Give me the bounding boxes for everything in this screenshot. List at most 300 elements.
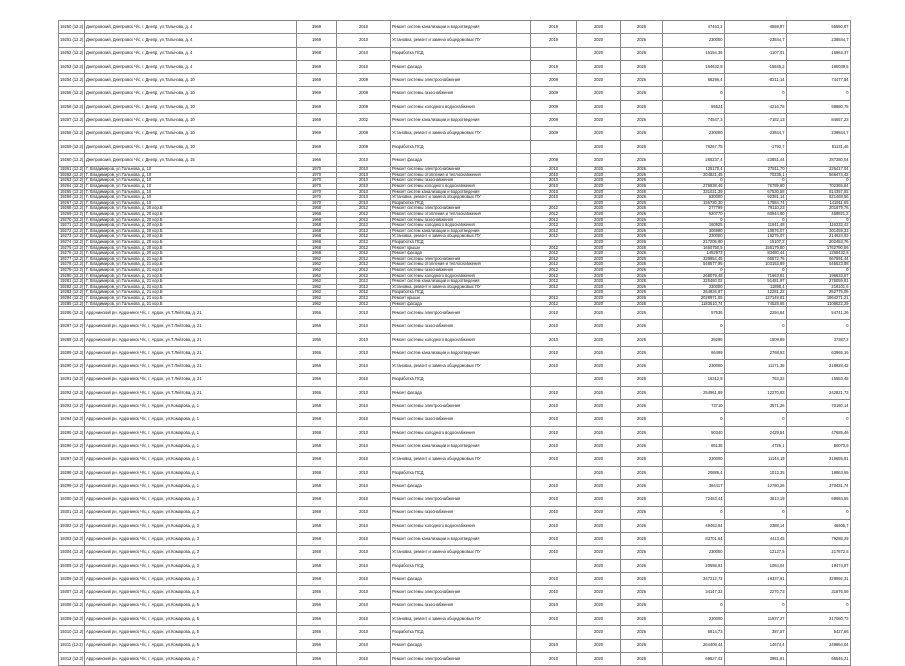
cell-total-cost: 0: [663, 320, 725, 333]
cell-last-repair-year: 2012: [337, 206, 391, 212]
table-row: [59, 47, 851, 60]
cell-address: Ардонинский рн, Ардонинск Ч/с, г. Ардон, ул.Т.Лейтова, д. 21: [85, 307, 297, 320]
cell-address: Ардонинский рн, Ардонинск Ч/с, г. Ардон, ул.Комарова, д. 3: [85, 506, 297, 519]
cell-record-id: 19263 (12.2): [60, 177, 84, 183]
cell-address: Ардонинский рн, Ардонинск Ч/с, г. Ардон, ул.Комарова, д. 3: [85, 559, 297, 572]
cell-survey-year: 2019: [531, 60, 577, 73]
cell-total-cost: 230000: [663, 234, 725, 240]
cell-build-year: 1956: [297, 626, 337, 639]
cell-record-id: 19278 (12.2): [60, 261, 84, 267]
cell-last-repair-year: 2010: [337, 612, 391, 625]
cell-plan-end-year: 2026: [621, 360, 663, 373]
cell-address: Г. Владимиров, ул.Тальнова, д. 21 кор.Б: [85, 284, 297, 290]
cell-plan-end-year: 2026: [621, 573, 663, 586]
cell-plan-end-year: 2026: [621, 245, 663, 251]
cell-total-cost: 0: [663, 413, 725, 426]
cell-address: Ардонинский рн, Ардонинск Ч/с, г. Ардон, ул.Комарова, д. 1: [85, 453, 297, 466]
cell-last-repair-year: 2010: [337, 167, 391, 173]
cell-work-type: Ремонт системы электроснабжения: [391, 167, 531, 173]
cell-work-type: Ремонт систем канализации и водоотведения: [391, 228, 531, 234]
cell-work-type: Ремонт системы холодного водоснабжения: [391, 273, 531, 279]
cell-survey-year: 2012: [531, 223, 577, 229]
cell-last-repair-year: 2010: [337, 360, 391, 373]
cell-final-cost: 74477,54: [787, 74, 851, 87]
cell-plan-end-year: 2026: [621, 267, 663, 273]
table-row: [59, 87, 851, 100]
cell-work-type: Ремонт фасада: [391, 386, 531, 399]
cell-adjustment: 3981,81: [725, 652, 787, 665]
cell-adjustment: 0: [725, 267, 787, 273]
cell-survey-year: 2012: [531, 228, 577, 234]
cell-plan-start-year: 2020: [577, 223, 621, 229]
cell-address: Ардонинский рн, Ардонинск Ч/с, г. Ардон, ул.Комарова, д. 3: [85, 493, 297, 506]
cell-plan-start-year: 2020: [577, 228, 621, 234]
cell-adjustment: -1107,01: [725, 47, 787, 60]
document-page: [58, 20, 850, 666]
cell-final-cost: 37387,2: [787, 333, 851, 346]
cell-build-year: 1969: [297, 140, 337, 153]
cell-work-type: Разработка ПСД: [391, 559, 531, 572]
cell-final-cost: 242821,73: [787, 386, 851, 399]
cell-last-repair-year: 2002: [337, 114, 391, 127]
cell-work-type: Ремонт системы электроснабжения: [391, 652, 531, 665]
cell-last-repair-year: 2012: [337, 256, 391, 262]
cell-last-repair-year: 2012: [337, 295, 391, 301]
cell-total-cost: 74547,3: [663, 114, 725, 127]
table-row: [59, 533, 851, 546]
table-row: [59, 360, 851, 373]
cell-plan-end-year: 2026: [621, 626, 663, 639]
cell-plan-start-year: 2020: [577, 256, 621, 262]
cell-build-year: 1956: [297, 360, 337, 373]
cell-final-cost: 218655,81: [787, 453, 851, 466]
cell-address: Ардонинский рн, Ардонинск Ч/с, г. Ардон, ул.Комарова, д. 1: [85, 426, 297, 439]
cell-record-id: 19277 (12.2): [60, 256, 84, 261]
cell-final-cost: 201679,76: [787, 206, 851, 212]
cell-last-repair-year: 2010: [337, 347, 391, 360]
cell-address: Ардонинский рн, Ардонинск Ч/с, г. Ардон, ул.Комарова, д. 5: [85, 599, 297, 612]
cell-record-id: 19304 (12.2): [59, 546, 85, 559]
table-row: [59, 466, 851, 479]
cell-total-cost: 156730,30: [663, 200, 725, 206]
cell-final-cost: 202453,76: [787, 239, 851, 245]
cell-plan-end-year: 2026: [621, 140, 663, 153]
cell-build-year: 1956: [297, 307, 337, 320]
cell-adjustment: 27811,70: [725, 167, 787, 173]
cell-plan-end-year: 2026: [621, 533, 663, 546]
cell-build-year: 1956: [297, 386, 337, 399]
cell-plan-end-year: 2026: [621, 228, 663, 234]
cell-adjustment: -23844,7: [725, 34, 787, 47]
cell-last-repair-year: 2010: [337, 479, 391, 492]
cell-address: Днепровский, Днепровск Ч/с, г. Днепр, ул.Тальнова, д. 4: [85, 21, 297, 34]
cell-last-repair-year: 2012: [337, 217, 391, 223]
cell-final-cost: 63965,16: [787, 347, 851, 360]
cell-total-cost: 276838,46: [663, 184, 725, 190]
cell-build-year: 1956: [297, 333, 337, 346]
cell-adjustment: 3571,26: [725, 400, 787, 413]
cell-build-year: 1970: [297, 178, 337, 184]
cell-plan-end-year: 2026: [621, 223, 663, 229]
cell-survey-year: 2010: [531, 612, 577, 625]
cell-last-repair-year: 2010: [337, 195, 391, 201]
cell-plan-start-year: 2020: [577, 60, 621, 73]
cell-build-year: 1958: [297, 440, 337, 453]
cell-final-cost: 621468,56: [787, 195, 851, 201]
cell-plan-start-year: 2020: [577, 360, 621, 373]
cell-work-type: Разработка ПСД: [391, 140, 531, 153]
cell-adjustment: 0: [725, 413, 787, 426]
cell-build-year: 1968: [297, 228, 337, 234]
cell-final-cost: 249964,04: [787, 639, 851, 652]
cell-build-year: 1962: [297, 273, 337, 279]
cell-plan-end-year: 2026: [621, 453, 663, 466]
cell-address: Днепровский, Днепровск Ч/с, г. Днепр, ул.Тальнова, д. 4: [85, 47, 297, 60]
cell-final-cost: 5427,66: [787, 626, 851, 639]
cell-record-id: 19256 (12.2): [59, 100, 85, 113]
cell-adjustment: 71663,81: [725, 273, 787, 279]
cell-total-cost: 57536: [663, 307, 725, 320]
cell-total-cost: 230000: [663, 284, 725, 290]
cell-total-cost: 331021,39: [663, 189, 725, 195]
cell-final-cost: 702365,84: [787, 184, 851, 190]
cell-survey-year: 2010: [531, 307, 577, 320]
cell-plan-start-year: 2020: [577, 479, 621, 492]
cell-build-year: 1968: [297, 217, 337, 223]
table-row: [59, 373, 851, 386]
cell-record-id: 19257 (12.2): [59, 114, 85, 127]
cell-plan-start-year: 2020: [577, 386, 621, 399]
cell-record-id: 19270 (12.2): [60, 217, 84, 222]
cell-adjustment: 91481,97: [725, 279, 787, 285]
cell-total-cost: 268079,48: [663, 273, 725, 279]
cell-survey-year: 2010: [531, 400, 577, 413]
cell-last-repair-year: 2012: [337, 273, 391, 279]
cell-last-repair-year: 2010: [337, 493, 391, 506]
cell-record-id: 19266 (12.2): [60, 194, 84, 200]
cell-final-cost: 645623,88: [787, 262, 851, 268]
cell-survey-year: [531, 47, 577, 60]
cell-last-repair-year: 2010: [337, 546, 391, 559]
cell-work-type: Ремонт системы газоснабжения: [391, 267, 531, 273]
cell-work-type: Ремонт фасада: [391, 153, 531, 166]
cell-total-cost: 72453,44: [663, 493, 725, 506]
cell-plan-end-year: 2026: [621, 167, 663, 173]
cell-build-year: 1956: [297, 586, 337, 599]
cell-address: Г. Владимиров, ул.Тальнова, д. 20 кор.Б: [85, 223, 297, 229]
cell-work-type: Ремонт систем канализации и водоотведения: [391, 21, 531, 34]
cell-last-repair-year: 2010: [337, 307, 391, 320]
cell-survey-year: 2010: [531, 184, 577, 190]
cell-plan-end-year: 2026: [621, 195, 663, 201]
cell-record-id: 19267 (12.2): [60, 200, 84, 205]
cell-final-cost: 0: [787, 506, 851, 519]
cell-address: Ардонинский рн, Ардонинск Ч/с, г. Ардон, ул.Т.Лейтова, д. 21: [85, 333, 297, 346]
cell-record-id: 19312 (12.2): [59, 652, 85, 665]
cell-total-cost: 230000: [663, 34, 725, 47]
cell-address: Днепровский, Днепровск Ч/с, г. Днепр, ул.Тальнова, д. 4: [85, 60, 297, 73]
cell-record-id: 19250 (12.2): [59, 21, 85, 34]
cell-work-type: Ремонт фасада: [391, 479, 531, 492]
cell-build-year: 1958: [297, 533, 337, 546]
cell-survey-year: 2010: [531, 599, 577, 612]
cell-build-year: 1970: [297, 195, 337, 201]
cell-record-id: 19305 (12.2): [59, 559, 85, 572]
cell-address: Ардонинский рн, Ардонинск Ч/с, г. Ардон, ул.Комарова, д. 3: [85, 573, 297, 586]
cell-plan-end-year: 2026: [621, 639, 663, 652]
cell-build-year: 1958: [297, 519, 337, 532]
cell-record-id: 19288 (12.2): [59, 333, 85, 346]
cell-build-year: 1958: [297, 426, 337, 439]
cell-build-year: 1962: [297, 301, 337, 307]
cell-address: Г. Владимиров, ул.Тальнова, д. 21 кор.Б: [85, 273, 297, 279]
cell-survey-year: 2010: [531, 506, 577, 519]
cell-work-type: Ремонт систем канализации и водоотведения: [391, 440, 531, 453]
cell-work-type: Ремонт системы газоснабжения: [391, 320, 531, 333]
cell-record-id: 19299 (12.2): [59, 479, 85, 492]
cell-address: Ардонинский рн, Ардонинск Ч/с, г. Ардон, ул.Комарова, д. 3: [85, 533, 297, 546]
cell-survey-year: 2010: [531, 652, 577, 665]
cell-last-repair-year: 2010: [337, 639, 391, 652]
cell-record-id: 19276 (12.2): [60, 250, 84, 256]
cell-adjustment: -4216,78: [725, 100, 787, 113]
cell-final-cost: 217080,73: [787, 612, 851, 625]
cell-plan-end-year: 2026: [621, 301, 663, 307]
cell-build-year: 1968: [297, 245, 337, 251]
cell-work-type: Ремонт системы газоснабжения: [391, 599, 531, 612]
cell-last-repair-year: 2012: [337, 228, 391, 234]
cell-last-repair-year: 2010: [337, 373, 391, 386]
table-row: [59, 74, 851, 87]
cell-adjustment: 11641,48: [725, 223, 787, 229]
cell-address: Г. Владимиров, ул.Тальнова, д. 20 кор.Б: [85, 212, 297, 218]
cell-work-type: Ремонт систем канализации и водоотведения: [391, 279, 531, 285]
cell-plan-start-year: 2020: [577, 559, 621, 572]
cell-plan-start-year: 2020: [577, 239, 621, 245]
table-row: [59, 519, 851, 532]
cell-plan-start-year: 2020: [577, 200, 621, 206]
cell-plan-start-year: 2020: [577, 333, 621, 346]
cell-survey-year: 2010: [531, 453, 577, 466]
cell-total-cost: 2028971,05: [663, 295, 725, 301]
cell-total-cost: 5814,73: [663, 626, 725, 639]
cell-work-type: Установка, ремонт и замена общедомовых ПУ: [391, 284, 531, 290]
cell-address: Днепровский, Днепровск Ч/с, г. Днепр, ул.Тальнова, д. 10: [85, 140, 297, 153]
cell-build-year: 1958: [297, 466, 337, 479]
cell-last-repair-year: 2012: [337, 301, 391, 307]
cell-plan-end-year: 2026: [621, 74, 663, 87]
table-row: [59, 333, 851, 346]
cell-record-id: 19290 (12.2): [59, 360, 85, 373]
table-row: [59, 652, 851, 665]
cell-final-cost: 59880,78: [787, 100, 851, 113]
cell-address: Г. Владимиров, ул.Тальнова, д. 21 кор.Б: [85, 256, 297, 262]
cell-total-cost: 66499: [663, 347, 725, 360]
cell-survey-year: 2012: [531, 256, 577, 262]
cell-record-id: 19301 (12.2): [59, 506, 85, 519]
cell-adjustment: 1509,89: [725, 333, 787, 346]
cell-total-cost: 164632,8: [663, 60, 725, 73]
cell-final-cost: 0: [787, 599, 851, 612]
table-row: [59, 400, 851, 413]
cell-work-type: Ремонт системы холодного водоснабжения: [391, 426, 531, 439]
cell-adjustment: 70235,1: [725, 172, 787, 178]
cell-address: Днепровский, Днепровск Ч/с, г. Днепр, ул.Тальнова, д. 10: [85, 100, 297, 113]
cell-work-type: Ремонт системы электроснабжения: [391, 400, 531, 413]
cell-plan-start-year: 2020: [577, 347, 621, 360]
cell-survey-year: 2012: [531, 217, 577, 223]
cell-build-year: 1968: [297, 234, 337, 240]
cell-adjustment: 65572,76: [725, 256, 787, 262]
cell-record-id: 19274 (12.2): [60, 239, 84, 244]
cell-total-cost: 277799: [663, 206, 725, 212]
cell-address: Днепровский, Днепровск Ч/с, г. Днепр, ул.Тальнова, д. 4: [85, 34, 297, 47]
cell-last-repair-year: 2012: [337, 223, 391, 229]
cell-address: Г. Владимиров, ул.Тальнова, д. 10: [85, 195, 297, 201]
cell-total-cost: 530000: [663, 195, 725, 201]
cell-work-type: Ремонт системы газоснабжения: [391, 217, 531, 223]
cell-record-id: 19286 (12.2): [59, 307, 85, 320]
cell-record-id: 19307 (12.2): [59, 586, 85, 599]
table-row: [59, 426, 851, 439]
cell-plan-end-year: 2026: [621, 290, 663, 296]
cell-plan-end-year: 2026: [621, 34, 663, 47]
cell-address: Г. Владимиров, ул.Тальнова, д. 21 кор.Б: [85, 267, 297, 273]
cell-work-type: Установка, ремонт и замена общедомовых ПУ: [391, 546, 531, 559]
cell-work-type: Установка, ремонт и замена общедомовых ПУ: [391, 127, 531, 140]
cell-adjustment: -23851,44: [725, 153, 787, 166]
cell-address: Ардонинский рн, Ардонинск Ч/с, г. Ардон, ул.Т.Лейтова, д. 21: [85, 373, 297, 386]
cell-total-cost: 50340: [663, 426, 725, 439]
cell-survey-year: [531, 140, 577, 153]
cell-build-year: 1958: [297, 453, 337, 466]
cell-total-cost: 548577,95: [663, 262, 725, 268]
cell-plan-end-year: 2026: [621, 506, 663, 519]
cell-last-repair-year: 2012: [337, 262, 391, 268]
cell-plan-end-year: 2026: [621, 200, 663, 206]
cell-work-type: Ремонт систем канализации и водоотведения: [391, 347, 531, 360]
cell-plan-end-year: 2026: [621, 60, 663, 73]
table-row: [59, 612, 851, 625]
cell-survey-year: 2012: [531, 251, 577, 257]
cell-plan-start-year: 2020: [577, 493, 621, 506]
cell-address: Ардонинский рн, Ардонинск Ч/с, г. Ардон, ул.Комарова, д. 1: [85, 413, 297, 426]
cell-adjustment: 15275,07: [725, 234, 787, 240]
cell-plan-start-year: 2020: [577, 153, 621, 166]
cell-plan-end-year: 2026: [621, 206, 663, 212]
cell-survey-year: 2009: [531, 127, 577, 140]
cell-survey-year: [531, 373, 577, 386]
cell-total-cost: 0: [663, 267, 725, 273]
cell-build-year: 1969: [297, 127, 337, 140]
table-row: [59, 639, 851, 652]
cell-total-cost: 230000: [663, 127, 725, 140]
cell-plan-start-year: 2020: [577, 413, 621, 426]
cell-adjustment: 12281,22: [725, 290, 787, 296]
cell-build-year: 1958: [297, 413, 337, 426]
cell-survey-year: 2010: [531, 586, 577, 599]
cell-plan-end-year: 2026: [621, 295, 663, 301]
table-body: [59, 21, 851, 666]
table-row: [59, 599, 851, 612]
cell-adjustment: 158179,80: [725, 245, 787, 251]
cell-build-year: 1956: [297, 373, 337, 386]
cell-total-cost: 160925: [663, 223, 725, 229]
cell-total-cost: 34147,32: [663, 586, 725, 599]
cell-adjustment: 2294,84: [725, 307, 787, 320]
cell-adjustment: 103153,89: [725, 262, 787, 268]
cell-survey-year: 2010: [531, 426, 577, 439]
cell-build-year: 1956: [297, 320, 337, 333]
cell-plan-start-year: 2020: [577, 573, 621, 586]
cell-last-repair-year: 2010: [337, 333, 391, 346]
cell-final-cost: 276059,81: [787, 279, 851, 285]
cell-record-id: 19272 (12.2): [60, 228, 84, 233]
cell-build-year: 1968: [297, 212, 337, 218]
cell-address: Ардонинский рн, Ардонинск Ч/с, г. Ардон, ул.Комарова, д. 1: [85, 440, 297, 453]
cell-record-id: 19259 (12.2): [59, 140, 85, 153]
cell-build-year: 1969: [297, 60, 337, 73]
cell-work-type: Разработка ПСД: [391, 47, 531, 60]
cell-survey-year: 2010: [531, 347, 577, 360]
cell-final-cost: 15553,48: [787, 373, 851, 386]
cell-final-cost: 84657,23: [787, 114, 851, 127]
cell-work-type: Ремонт системы газоснабжения: [391, 413, 531, 426]
table-row: [59, 114, 851, 127]
cell-plan-start-year: 2020: [577, 626, 621, 639]
cell-final-cost: 54741,26: [787, 307, 851, 320]
cell-last-repair-year: 2010: [337, 21, 391, 34]
cell-plan-end-year: 2026: [621, 172, 663, 178]
cell-survey-year: 2010: [531, 386, 577, 399]
cell-final-cost: 667591,44: [787, 256, 851, 262]
cell-final-cost: 19474,87: [787, 559, 851, 572]
cell-work-type: Ремонт системы холодного водоснабжения: [391, 333, 531, 346]
cell-plan-start-year: 2020: [577, 506, 621, 519]
cell-plan-end-year: 2026: [621, 347, 663, 360]
cell-work-type: Ремонт системы отопления и теплоснабжения: [391, 262, 531, 268]
cell-record-id: 19279 (12.2): [60, 267, 84, 272]
cell-record-id: 19295 (12.2): [59, 426, 85, 439]
cell-plan-start-year: 2020: [577, 273, 621, 279]
cell-last-repair-year: 2012: [337, 290, 391, 296]
cell-last-repair-year: 2010: [337, 200, 391, 206]
cell-final-cost: 0: [787, 320, 851, 333]
cell-last-repair-year: 2010: [337, 172, 391, 178]
cell-record-id: 19258 (12.2): [59, 127, 85, 140]
cell-record-id: 19296 (12.2): [59, 440, 85, 453]
cell-record-id: 19311 (12.2): [59, 639, 85, 652]
cell-build-year: 1969: [297, 21, 337, 34]
cell-plan-end-year: 2026: [621, 239, 663, 245]
cell-work-type: Установка, ремонт и замена общедомовых ПУ: [391, 34, 531, 47]
cell-total-cost: 230000: [663, 546, 725, 559]
cell-plan-start-year: 2020: [577, 262, 621, 268]
cell-record-id: 19309 (12.2): [59, 612, 85, 625]
cell-survey-year: 2010: [531, 333, 577, 346]
cell-plan-end-year: 2026: [621, 251, 663, 257]
cell-work-type: Ремонт системы газоснабжения: [391, 87, 531, 100]
cell-last-repair-year: 2009: [337, 100, 391, 113]
cell-record-id: 19251 (12.2): [59, 34, 85, 47]
table-row: [59, 493, 851, 506]
cell-plan-start-year: 2020: [577, 426, 621, 439]
cell-plan-end-year: 2026: [621, 373, 663, 386]
cell-build-year: 1962: [297, 290, 337, 296]
cell-final-cost: 0: [787, 413, 851, 426]
cell-last-repair-year: 2010: [337, 386, 391, 399]
cell-address: Ардонинский рн, Ардонинск Ч/с, г. Ардон, ул.Комарова, д. 7: [85, 652, 297, 665]
